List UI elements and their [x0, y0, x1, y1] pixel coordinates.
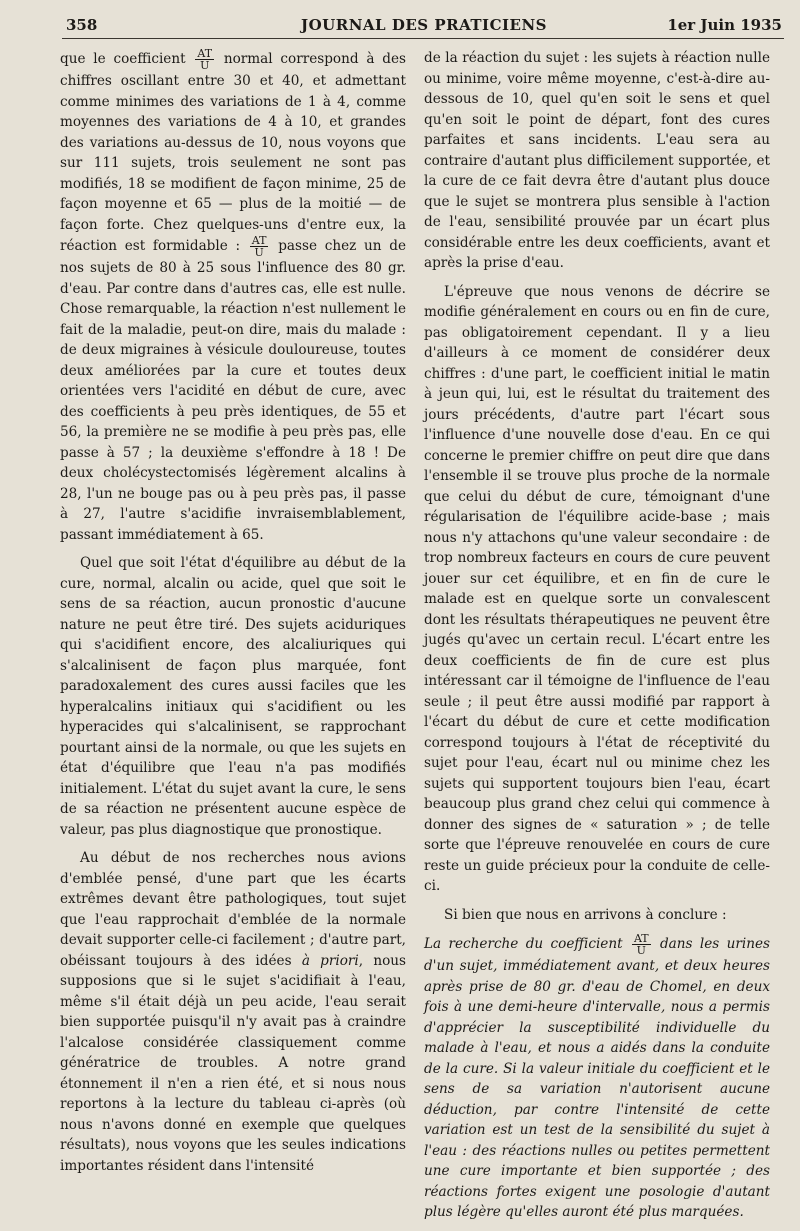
paragraph [60, 48, 406, 545]
text-run: La recherche du coefficient [424, 936, 623, 952]
paragraph: Quel que soit l'état d'équilibre au début de la cure, normal, alcalin ou acide, quel que soit le sens de sa réaction, aucun pronostic d'aucune nature ne peut être tiré. Des sujets aciduriques qui s'acidifient encore, des alcaliuriques qui s'alcalinisent de façon plus marquée, font paradoxalement des cures aussi faciles que les hyperalcalins initiaux qui s'acidifient ou les hyperacides qui s'alcalinisent, se rapprochant pourtant ainsi de la normale, ou que les sujets en état d'équilibre que l'eau n'a pas modifiés initialement. L'état du sujet avant la cure, le sens de sa réaction ne présentent aucune espèce de valeur, pas plus diagnostique que pronostique. [60, 555, 406, 838]
paragraph: Si bien que nous en arrivons à conclure : [444, 906, 727, 923]
issue-date: 1er Juin 1935 [667, 16, 782, 34]
right-column [424, 48, 770, 1231]
fraction-numerator: AT [251, 234, 267, 247]
text-run: , nous supposions que si le sujet s'acidifiait à l'eau, même s'il était déjà un peu acide, l'eau serait bien supportée puisqu'il n'y avait pas à craindre l'alcalose considérée classiquement comme génératrice de troubles. A notre grand étonnement il n'en a rien été, et si nous nous reportons à la lecture du tableau ci-après (où nous n'avons donné en exemple que quelques résultats), nous voyons que les seules indications importantes résident dans l'intensité [60, 952, 406, 1174]
fraction-denominator: U [254, 246, 264, 259]
fraction-at-u [195, 48, 214, 71]
fraction-at-u [632, 933, 651, 956]
text-run: que le coefficient [60, 51, 186, 67]
running-header [66, 14, 782, 36]
left-column [60, 48, 406, 1184]
paragraph: L'épreuve que nous venons de décrire se modifie généralement en cours ou en fin de cure, pas obligatoirement cependant. Il y a lieu d'ailleurs à ce moment de considérer deux chiffres : d'une part, le coefficient initial le matin à jeun qui, lui, est le résultat du traitement des jours précédents, d'autre part l'écart sous l'influence d'une nouvelle dose d'eau. En ce qui concerne le premier chiffre on peut dire que dans l'ensemble il se trouve plus proche de la normale que celui du début de cure, témoignant d'une régularisation de l'équilibre acide-base ; mais nous n'y attachons qu'une valeur secondaire : de trop nombreux facteurs en cours de cure peuvent jouer sur cet équilibre, et en fin de cure le malade est en quelque sorte un convalescent dont les résultats thérapeutiques ne peuvent être jugés qu'avec un certain recul. L'écart entre les deux coefficients de fin de cure est plus intéressant car il témoigne de l'influence de l'eau seule ; il peut être aussi modifié par rapport à l'écart du début de cure et cette modification correspond toujours à l'état de réceptivité du sujet pour l'eau, écart nul ou minime chez les sujets qui supportent toujours bien l'eau, écart beaucoup plus grand chez celui qui commence à donner des signes de « saturation » ; de telle sorte que l'épreuve renouvelée en cours de cure reste un guide précieux pour la conduite de celle-ci. [424, 283, 770, 894]
journal-title: JOURNAL DES PRATICIENS [301, 16, 547, 34]
text-run: Au début de nos recherches nous avions d'emblée pensé, d'une part que les écarts extrêmes devant être pathologiques, tout sujet que l'eau rapprochait d'emblée de la normale devait supporter celle-ci facilement ; d'autre part, obéissant toujours à des idées [60, 850, 406, 969]
paragraph [60, 848, 406, 1176]
header-rule [62, 38, 784, 39]
fraction-numerator: AT [197, 47, 213, 60]
conclusion-paragraph [424, 933, 770, 1223]
text-run: normal correspond à des chiffres oscillant entre 30 et 40, et admettant comme minimes des variations de 1 à 4, comme moyennes des variations de 4 à 10, et grandes des variations au-dessus de 10, nous voyons que sur 111 sujets, trois seulement ne sont pas modifiés, 18 se modifient de façon minime, 25 de façon moyenne et 65 — plus de la moitié — de façon forte. Chez quelques-uns d'entre eux, la réaction est formidable : [60, 51, 406, 254]
page-number: 358 [66, 16, 98, 34]
fraction-at-u [250, 235, 269, 258]
fraction-denominator: U [636, 944, 646, 957]
text-run: dans les urines d'un sujet, immédiatement avant, et deux heures après prise de 80 gr. d'eau de Chomel, en deux fois à une demi-heure d'intervalle, nous a permis d'apprécier la susceptibilité individuelle du malade à l'eau, et nous a aidés dans la conduite de la cure. Si la valeur initiale du coefficient et le sens de sa variation n'autorisent aucune déduction, par contre l'intensité de cette variation est un test de la sensibilité du sujet à l'eau : des réactions nulles ou petites permettent une cure importante et bien supportée ; des réactions fortes exigent une posologie d'autant plus légère qu'elles auront été plus marquées. [424, 936, 770, 1220]
paragraph: de la réaction du sujet : les sujets à réaction nulle ou minime, voire même moyenne, c'est-à-dire au-dessous de 10, quel qu'en soit le sens et quel qu'en soit le point de départ, font des cures parfaites et sans incidents. L'eau sera au contraire d'autant plus difficilement supportée, et la cure de ce fait devra être d'autant plus douce que le sujet se montrera plus sensible à l'action de l'eau, sensibilité prouvée par un écart plus considérable entre les deux coefficients, avant et après la prise d'eau. [424, 50, 770, 271]
italic-text: à priori [301, 952, 359, 969]
fraction-numerator: AT [633, 932, 649, 945]
text-run: passe chez un de nos sujets de 80 à 25 sous l'influence des 80 gr. d'eau. Par contre dans d'autres cas, elle est nulle. Chose remarquable, la réaction n'est nullement le fait de la maladie, peut-on dire, mais du malade : de deux migraines à vésicule douloureuse, toutes deux améliorées par la cure et toutes deux orientées vers l'acidité en début de cure, avec des coefficients à peu près identiques, de 55 et 56, la première ne se modifie à peu près pas, elle passe à 57 ; la deuxième s'effondre à 18 ! De deux cholécystectomisés légèrement alcalins à 28, l'un ne bouge pas ou à peu près pas, il passe à 27, l'autre s'acidifie invraisemblablement, passant immédiatement à 65. [60, 238, 406, 543]
fraction-denominator: U [200, 59, 210, 72]
